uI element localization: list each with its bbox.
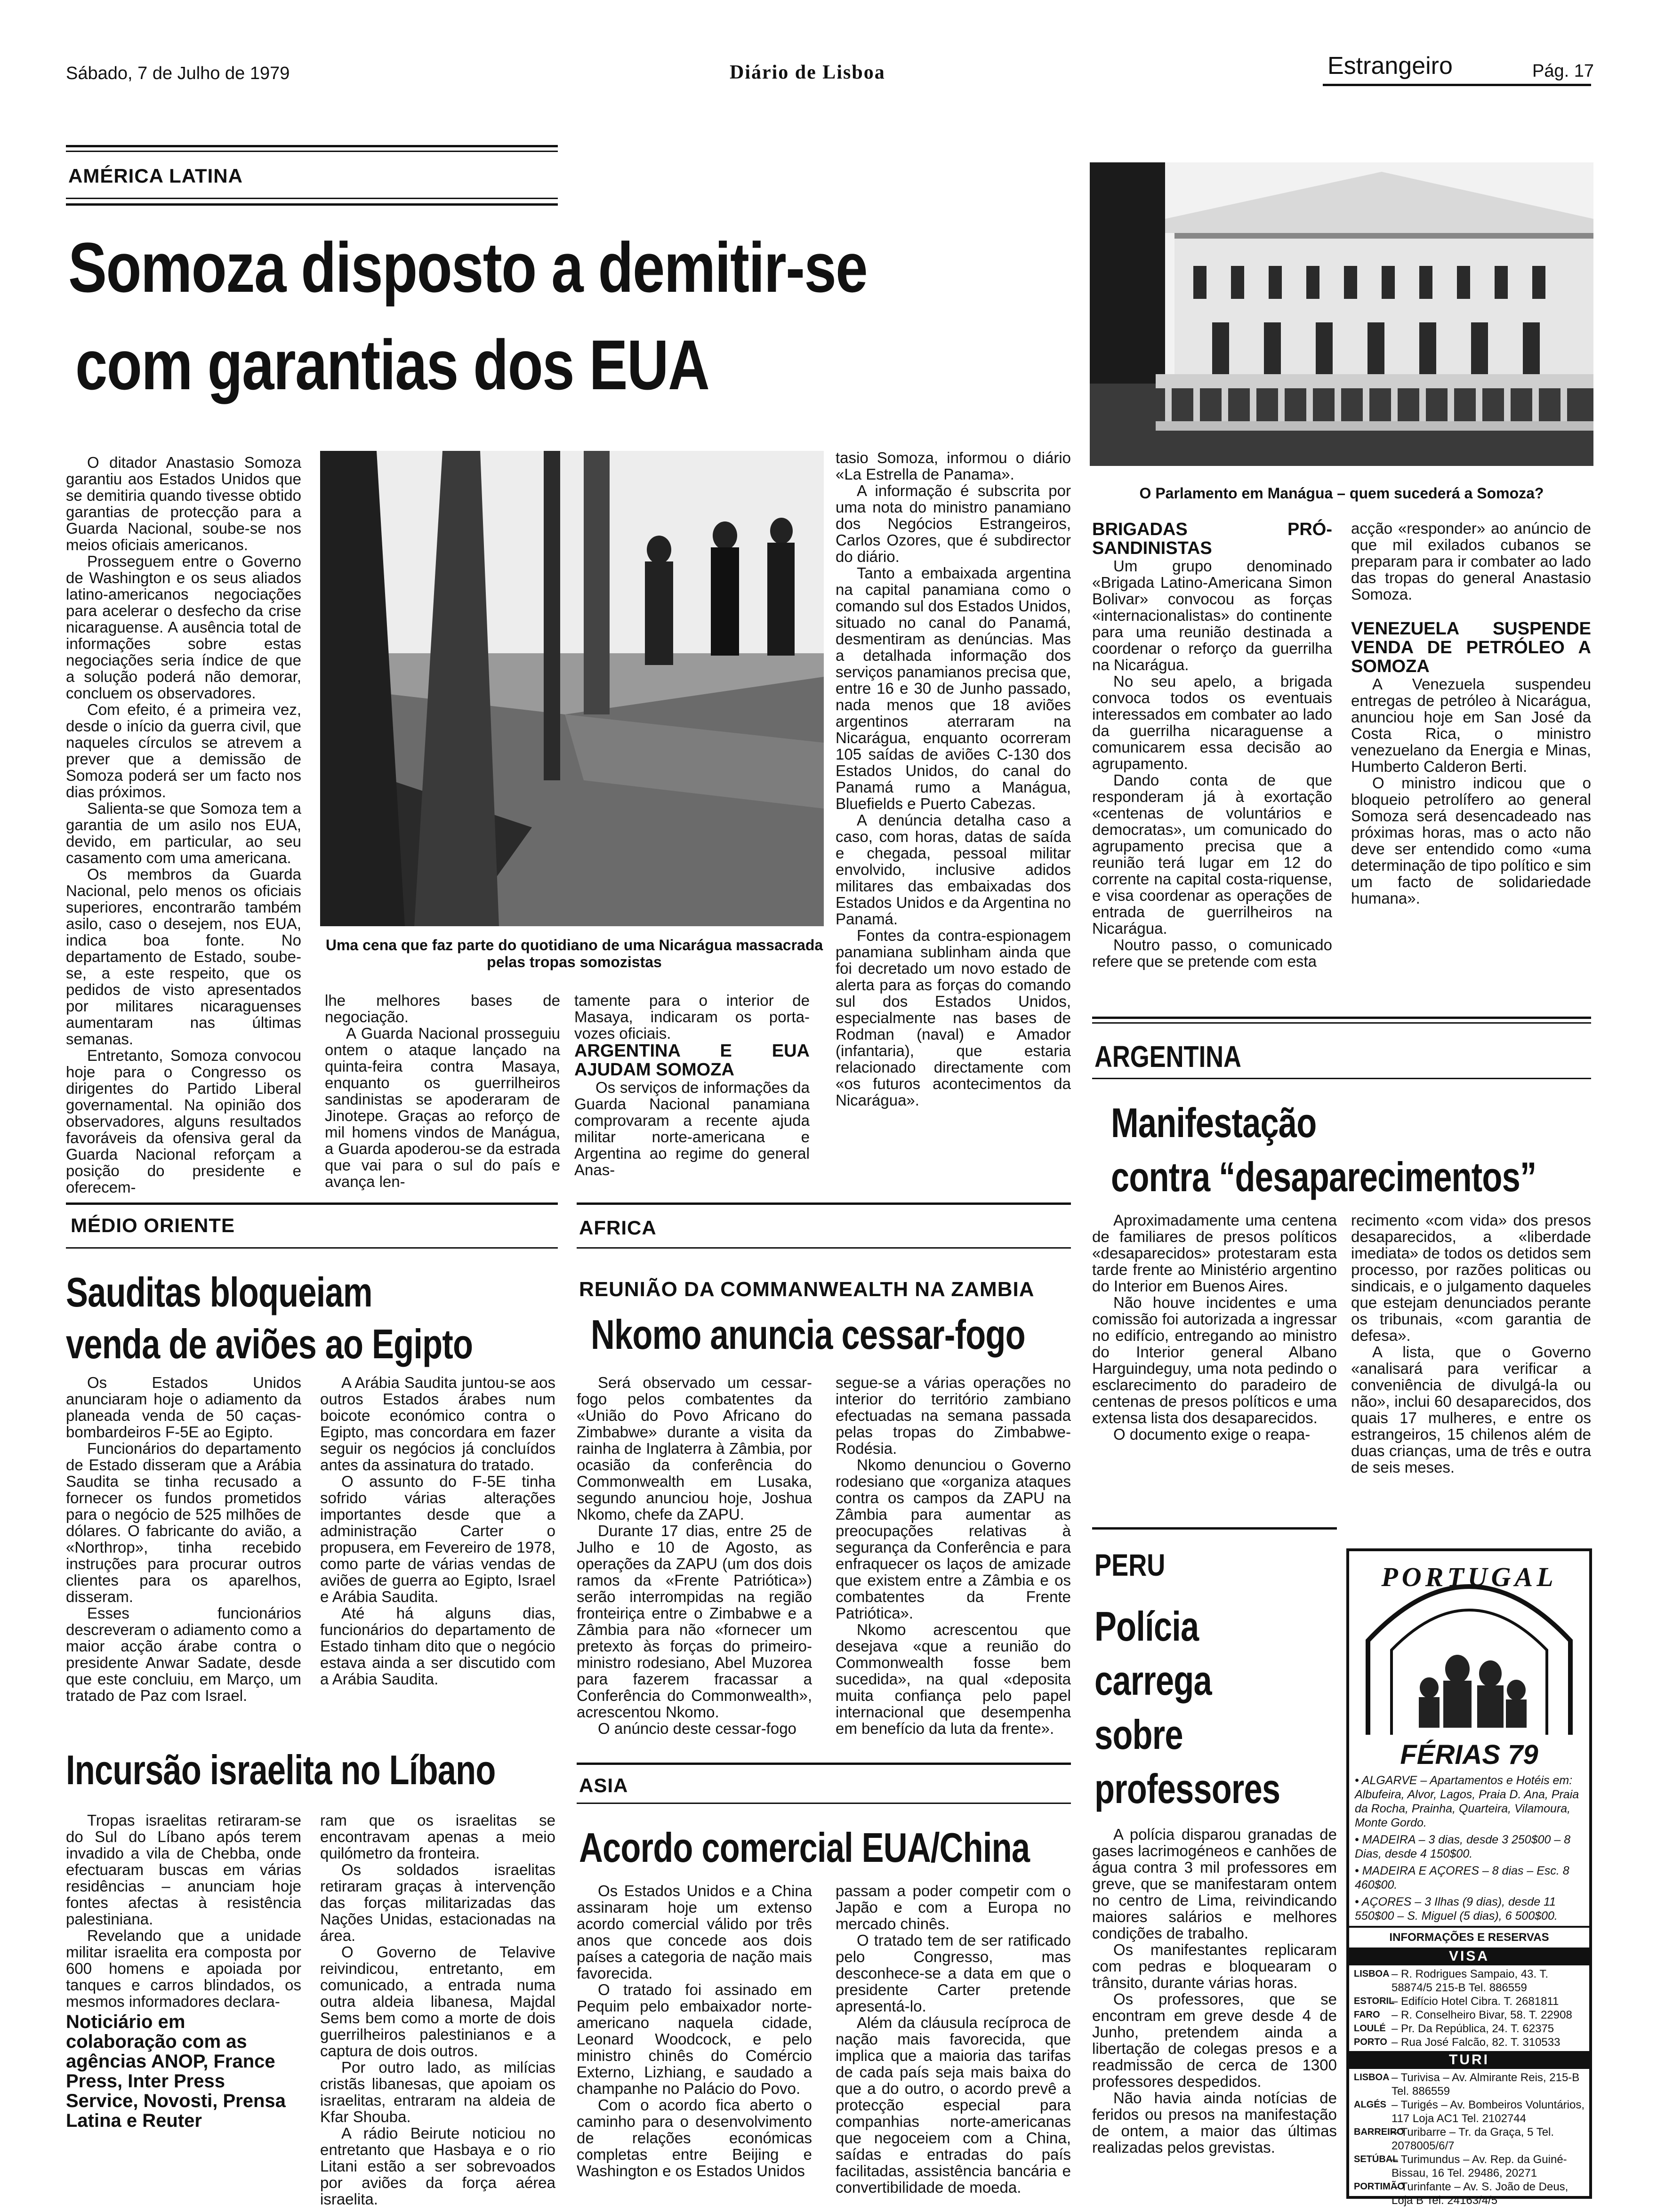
paragraph: Além da cláusula recíproca de nação mais favorecida, que implica que a maioria das tarifas de cada país seja mais baixa do que a do outro, o acordo prevê a protecção especial para companhias norte-americanas que negoceiem com a China, saídas e entradas do país facilitadas, assistência bancária e convertibilidade de moeda. [836,2014,1071,2196]
photo-nicaragua-image [320,451,824,926]
subhead-brigadas: BRIGADAS PRÓ-SANDINISTAS [1092,520,1332,558]
paragraph: A Arábia Saudita juntou-se aos outros Estados árabes num boicote económico contra o Egipto, mas concordara em fazer seguir os negócios já concluídos antes da assinatura do tratado. [320,1374,555,1474]
kicker-africa: AFRICA [579,1217,657,1239]
ad-turi-band: TURI [1349,2051,1589,2069]
paragraph: tamente para o interior de Masaya, indicaram os porta-vozes oficiais. [574,992,810,1042]
paragraph: recimento «com vida» dos presos desaparecidos, a «liberdade imediata» de todos os detidos sem processo, por razões politicas ou sindicais, e o julgamento daqueles que estejam denunciados perante os tribunais, «com garantia de defesa». [1351,1211,1591,1344]
article-argentina-col1 [1092,1212,1337,1494]
africa-rule-bottom [577,1247,1071,1249]
ad-logo-area [1349,1551,1589,1739]
ad-info-label: INFORMAÇÕES E RESERVAS [1349,1926,1589,1948]
paragraph: A polícia disparou granadas de gases lacrimogéneos e canhões de água contra 3 mil professores em greve, que se manifestaram ontem no centro de Lima, reivindicando maiores salários e melhores condições de trabalho. [1092,1826,1337,1942]
paragraph: segue-se a várias operações no interior do território zambiano efectuadas na semana passada pelas tropas do Zimbabwe-Rodésia. [836,1374,1071,1457]
ad-city: SETÚBAL [1354,2154,1399,2164]
kicker-peru: PERU [1094,1547,1166,1582]
article-somoza-col3 [574,992,810,1190]
kicker-rule-bottom [66,198,558,199]
ad-visa-row [1349,2022,1589,2036]
ad-item-madeira: • MADEIRA – 3 dias, desde 3 250$00 – 8 Dias, desde 4 150$00. [1355,1833,1571,1860]
ad-visa-row [1349,1995,1589,2008]
agencies-note: Noticiário em colaboração com as agências ANOP, France Press, Inter Press Service, Novosti, Prensa Latina e Reuter [66,2012,286,2131]
article-somoza-col1 [66,454,301,1196]
kicker-argentina: ARGENTINA [1094,1040,1241,1074]
subhead-argentina-eua: ARGENTINA E EUA AJUDAM SOMOZA [574,1041,810,1080]
medio-oriente-rule-bottom [66,1247,558,1249]
ad-city: LISBOA [1354,2072,1390,2083]
paragraph: Salienta-se que Somoza tem a garantia de um asilo nos EUA, devido, em particular, ao seu casamento com uma americana. [66,800,301,866]
ad-turi-row [1349,2098,1589,2125]
photo-parlamento-image [1090,162,1593,466]
paragraph: Nkomo acrescentou que desejava «que a reunião do Commonwealth fosse bem sucedida», na qual «deposita muita confiança pelo papel internacional que desempenha em benefício da luta da frente». [836,1621,1071,1737]
paragraph: lhe melhores bases de negociação. [325,992,560,1026]
argentina-rule-top2 [1092,1022,1591,1024]
paragraph: Os Estados Unidos anunciaram hoje o adiamento da planeada venda de 50 caças-bombardeiros F-5E ao Egipto. [66,1374,301,1441]
photo-caption-nicaragua: Uma cena que faz parte do quotidiano de uma Nicarágua massacrada pelas tropas somozistas [325,937,823,970]
ad-visa-band: VISA [1349,1948,1589,1965]
article-somoza-col2 [325,992,560,1190]
article-acordo-col1 [577,1883,812,2203]
paragraph: A lista, que o Governo «analisará para verificar a conveniência de divulgá-la ou não», inclui 60 desaparecidos, dos quais 17 mulheres, e entre os estrangeiros, 15 chilenos além de duas crianças, uma de três e outra de seis meses. [1351,1343,1591,1476]
ad-logo-text: PORTUGAL [1381,1562,1557,1592]
kicker-rule-top [66,145,558,147]
kicker-rule-top2 [66,151,558,152]
ad-address: – Edifício Hotel Cibra. T. 2681811 [1392,1995,1559,2008]
headline-sauditas-2: venda de aviões ao Egipto [66,1321,473,1367]
paragraph: A Guarda Nacional prosseguiu ontem o ataque lançado na quinta-feira contra Masaya, enquanto os guerrilheiros sandinistas se apoderaram de Jinotepe. Graças ao reforço de mil homens vindos de Manágua, a Guarda apoderou-se da estrada que vai para o sul do país e avança len- [325,1025,560,1190]
headline-peru-4: professores [1094,1765,1280,1812]
paragraph: Com efeito, é a primeira vez, desde o início da guerra civil, que naqueles círculos se atrevem a prever que a demissão de Somoza poderá ser um facto nos dias próximos. [66,701,301,801]
paragraph: O ditador Anastasio Somoza garantiu aos Estados Unidos que se demitiria quando tivesse obtido garantias de protecção para a Guarda Nacional, soube-se nos meios oficiais americanos. [66,454,301,553]
article-acordo-col2 [836,1883,1071,2203]
ad-address: – Turimundus – Av. Rep. da Guiné-Bissau, 16 Tel. 29486, 20271 [1392,2153,1567,2180]
asia-rule-bottom [577,1803,1071,1804]
paragraph: Com o acordo fica aberto o caminho para o desenvolvimento de relações económicas completas entre Beijing e Washington e os Estados Unidos [577,2096,812,2180]
asia-rule-top [577,1763,1071,1765]
page-date: Sábado, 7 de Julho de 1979 [66,64,290,83]
article-nkomo-col2 [836,1374,1071,1751]
headline-nkomo: Nkomo anuncia cessar-fogo [591,1311,1025,1358]
subhead-venezuela: VENEZUELA SUSPENDE VENDA DE PETRÓLEO A SOMOZA [1351,619,1591,676]
headline-manifestacao-2: contra “desaparecimentos” [1111,1154,1536,1200]
paragraph: O documento exige o reapa- [1113,1426,1311,1443]
article-israel-col1 [66,1811,301,2010]
paragraph: A rádio Beirute noticiou no entretanto que Hasbaya e o rio Litani estão a ser sobrevoados por aviões da força aérea israelita. [320,2124,555,2208]
paragraph: passam a poder competir com o Japão e com a Europa no mercado chinês. [836,1882,1071,1932]
ad-city: PORTO [1354,2037,1387,2047]
argentina-rule-top [1092,1017,1591,1019]
medio-oriente-rule-top [66,1202,558,1205]
paragraph: ram que os israelitas se encontravam apenas a meio quilómetro da fronteira. [320,1811,555,1862]
ad-portugal-ferias [1346,1548,1592,2207]
paragraph: tasio Somoza, informou o diário «La Estrella de Panama». [836,449,1071,483]
headline-somoza-1: Somoza disposto a demitir-se [68,228,867,307]
ad-city: ESTORIL [1354,1996,1395,2006]
ad-city: BARREIRO [1354,2127,1404,2137]
ad-turi-row [1349,2071,1589,2098]
paragraph: Entretanto, Somoza convocou hoje para o Congresso os dirigentes do Partido Liberal governamental. Na opinião dos observadores, alguns resultados favoráveis da ofensiva geral da Guarda Nacional reforçam a posição do presidente e oferecem- [66,1047,301,1196]
paragraph: A Venezuela suspendeu entregas de petróleo à Nicarágua, anunciou hoje em San José da Costa Rica, o ministro venezuelano da Energia e Minas, Humberto Calderon Berti. [1351,675,1591,775]
paragraph: Não houve incidentes e uma comissão foi autorizada a ingressar no edifício, entregando ao ministro do Interior general Albano Harguindeguy, uma nota pedindo o esclarecimento do paradeiro de centenas de presos políticos e uma extensa lista dos desaparecidos. [1092,1294,1337,1427]
ad-city: ALGÉS [1354,2100,1386,2110]
article-venezuela-col [1351,520,1591,991]
paragraph: A informação é subscrita por uma nota do ministro panamiano dos Negócios Estrangeiros, Carlos Ozores, que é subdirector do diário. [836,482,1071,565]
header-rule [1323,84,1591,86]
ad-visa-list [1349,1965,1589,2051]
ad-address: – Rua José Falcão, 82. T. 310533 [1392,2036,1560,2049]
photo-nicaragua-street [320,451,824,926]
article-israel-col2 [320,1811,555,2208]
paragraph: Os manifestantes replicaram com pedras e bloquearam o trânsito, durante várias horas. [1092,1941,1337,1991]
paragraph: Até há alguns dias, funcionários do departamento de Estado tinham dito que o negócio estava ainda a ser discutido com a Arábia Saudita. [320,1604,555,1688]
paragraph: Revelando que a unidade militar israelita era composta por 600 homens e apoiada por tanques e carros blindados, os mesmos informadores declara- [66,1927,301,2010]
ad-item-acores: • AÇORES – 3 Ilhas (9 dias), desde 11 550$00 – S. Miguel (5 dias), 6 500$00. [1355,1895,1558,1923]
ad-city: FARO [1354,2010,1380,2020]
paragraph: acção «responder» ao anúncio de que mil exilados cubanos se preparam para ir combater ao lado das tropas do general Anastasio Somoza. [1351,520,1591,603]
paragraph: Tanto a embaixada argentina na capital panamiana como o comando sul dos Estados Unidos, situado no canal do Panamá, desmentiram as denúncias. Mas a detalhada informação dos serviços panamianos precisa que, entre 16 e 30 de Junho passado, nada menos que 18 aviões argentinos aterraram na Nicarágua, enquanto ocorreram 105 saídas de aviões C-130 dos Estados Unidos, do canal do Panamá rumo a Manágua, Bluefields e Puerto Cabezas. [836,564,1071,812]
peru-rule-top [1092,1527,1337,1530]
paragraph: Esses funcionários descreveram o adiamento como a maior acção árabe contra o presidente Anwar Sadate, desde que este concluiu, em Março, um tratado de Paz com Israel. [66,1604,301,1704]
paragraph: Funcionários do departamento de Estado disseram que a Arábia Saudita se tinha recusado a fornecer os fundos prometidos para o negócio de 525 milhões de dólares. O fabricante do avião, a «Northrop», tinha recebido instruções para procurar outros clientes para os aparelhos, disseram. [66,1440,301,1605]
headline-manifestacao-1: Manifestação [1111,1099,1317,1146]
paragraph: Aproximadamente uma centena de familiares de presos políticos «desaparecidos» protestaram esta tarde frente ao Ministério argentino do Interior em Buenos Aires. [1092,1211,1337,1295]
ad-items [1349,1771,1589,1926]
paragraph: Um grupo denominado «Brigada Latino-Americana Simon Bolivar» convocou as forças «internacionalistas» do continente para uma reunião destinada a coordenar o reforço da guerrilha na Nicarágua. [1092,557,1332,673]
article-sauditas-col1 [66,1374,301,1723]
paragraph: O Governo de Telavive reivindicou, entretanto, em comunicado, a entrada numa outra aldeia libanesa, Majdal Sems bem como a morte de dois guerrilheiros palestinianos e a captura de dois outros. [320,1943,555,2060]
ad-title: FÉRIAS 79 [1400,1739,1538,1770]
paragraph: Noutro passo, o comunicado refere que se pretende com esta [1092,936,1332,970]
paragraph: Os Estados Unidos e a China assinaram hoje um extenso acordo comercial válido por três anos que concede aos dois países a categoria de nação mais favorecida. [577,1882,812,1982]
headline-peru-2: carrega [1094,1657,1212,1704]
ad-address: – R. Rodrigues Sampaio, 43. T. 58874/5 215-B Tel. 886559 [1392,1968,1549,1994]
ad-item-algarve: • ALGARVE – Apartamentos e Hotéis em: Albufeira, Alvor, Lagos, Praia D. Ana, Praia da Rocha, Prainha, Quarteira, Vilamoura, Monte Gordo. [1355,1774,1579,1829]
africa-rule-top [577,1202,1071,1205]
ad-item-madeira-acores: • MADEIRA E AÇORES – 8 dias – Esc. 8 460$00. [1355,1864,1569,1891]
section-name: Estrangeiro [1327,52,1453,80]
ad-visa-row [1349,2036,1589,2049]
paragraph: Nkomo denunciou o Governo rodesiano que «organiza ataques contra os campos da ZAPU na Zâmbia para aumentar as preocupações relativas à segurança da Conferência e para enfraquecer os laços de amizade que existem entre a Zâmbia e os combatentes da Frente Patriótica». [836,1456,1071,1622]
ad-address: – R. Conselheiro Bivar, 58. T. 22908 [1392,2009,1572,2021]
page-number: Pág. 17 [1532,61,1594,81]
ad-address: – Turigés – Av. Bombeiros Voluntários, 117 Loja AC1 Tel. 2102744 [1392,2099,1585,2125]
subkicker-commonwealth: REUNIÃO DA COMMANWEALTH NA ZAMBIA [579,1278,1035,1301]
paragraph: A denúncia detalha caso a caso, com horas, datas de saída e chegada, pessoal militar envolvido, inclusive adidos militares das embaixadas dos Estados Unidos e da Argentina no Panamá. [836,811,1071,928]
argentina-rule-bottom [1092,1078,1591,1079]
headline-sauditas-1: Sauditas bloqueiam [66,1269,372,1315]
masthead: Diário de Lisboa [730,62,885,83]
headline-peru-3: sobre [1094,1711,1183,1758]
paragraph: Os serviços de informações da Guarda Nacional panamiana comprovaram a recente ajuda militar norte-americana e Argentina ao regime do general Anas- [574,1079,810,1178]
ad-turi-row [1349,2153,1589,2180]
article-brigadas-col [1092,520,1332,991]
ad-visa-row [1349,2008,1589,2022]
kicker-rule-bottom2 [66,203,558,206]
ad-city: LOULÉ [1354,2023,1386,2034]
paragraph: Dando conta de que responderam já à exortação «centenas de voluntários e democratas», um comunicado do agrupamento precisa que a reunião terá lugar em 12 do corrente na capital costa-riquense, e visa coordenar as operações de entrada de guerrilheiros na Nicarágua. [1092,771,1332,937]
paragraph: Tropas israelitas retiraram-se do Sul do Líbano após terem invadido a vila de Chebba, onde efectuaram buscas em várias residências – anunciam hoje fontes afectas à resistência palestiniana. [66,1811,301,1928]
paragraph: Os membros da Guarda Nacional, pelo menos os oficiais superiores, encontrarão também asilo, caso o desejem, nos EUA, indica boa fonte. No departamento de Estado, soube-se, a este respeito, que os pedidos de visto apresentados por militares nicaraguenses aumentaram nas últimas semanas. [66,866,301,1048]
paragraph: Os soldados israelitas retiraram graças à intervenção das forças militarizadas das Nações Unidas, estacionadas na área. [320,1861,555,1944]
paragraph: O tratado tem de ser ratificado pelo Congresso, mas desconhece-se a data em que o presidente Carter pretende apresentá-lo. [836,1931,1071,2015]
paragraph: Os professores, que se encontram em greve desde 4 de Junho, pretendem ainda a libertação de colegas presos e a readmissão de cerca de 1300 professores despedidos. [1092,1990,1337,2090]
ad-turi-row [1349,2125,1589,2153]
paragraph: Durante 17 dias, entre 25 de Julho e 10 de Agosto, as operações da ZAPU (um dos dois ramos da «Frente Patriótica») serão interrompidas na região fronteiriça entre o Zimbabwe e a Zâmbia para não «fornecer um pretexto às forças do primeiro-ministro rodesiano, Abel Muzorea para fazerem fracassar a Conferência do Commonwealth», acrescentou Nkomo. [577,1522,812,1721]
paragraph: Será observado um cessar-fogo pelos combatentes da «União do Povo Africano do Zimbabwe» durante a visita da rainha de Inglaterra à Zâmbia, por ocasião da conferência do Commonwealth em Lusaka, segundo anunciou hoje, Joshua Nkomo, chefe da ZAPU. [577,1374,812,1523]
kicker-asia: ASIA [579,1774,628,1796]
paragraph: O anúncio deste cessar-fogo [598,1720,796,1737]
ad-turi-list [1349,2069,1589,2209]
ad-city: PORTIMÃO [1354,2181,1405,2192]
article-nkomo-col1 [577,1374,812,1751]
headline-acordo: Acordo comercial EUA/China [579,1824,1030,1871]
ad-address: – Turibarre – Tr. da Graça, 5 Tel. 2078005/6/7 [1392,2126,1554,2152]
kicker-medio-oriente: MÉDIO ORIENTE [71,1214,235,1236]
article-sauditas-col2 [320,1374,555,1723]
headline-israel: Incursão israelita no Líbano [66,1747,496,1793]
kicker-america-latina: AMÉRICA LATINA [68,165,243,187]
article-argentina-col2 [1351,1212,1591,1494]
photo-caption-parlamento: O Parlamento em Manágua – quem sucederá a Somoza? [1139,485,1544,502]
paragraph: O tratado foi assinado em Pequim pelo embaixador norte-americano naquela cidade, Leonard Woodcock, e pelo ministro chinês do Comércio Externo, Lizhiang, e saudado a champanhe no Palácio do Povo. [577,1981,812,2097]
ad-city: LISBOA [1354,1969,1390,1979]
ad-address: – Turinfante – Av. S. João de Deus, Loja B Tel. 24163/4/5 [1392,2180,1569,2207]
ad-address: – Turivisa – Av. Almirante Reis, 215-B Tel. 886559 [1392,2071,1580,2098]
article-peru-col [1092,1826,1337,2203]
paragraph: O ministro indicou que o bloqueio petrolífero ao general Somoza será desencadeado nas próximas horas, mas o acto não deve ser entendido como «uma determinação de tipo político e sim um facto de solidariedade humana». [1351,774,1591,907]
ad-turi-row [1349,2180,1589,2207]
paragraph: Não havia ainda notícias de feridos ou presos na manifestação de ontem, a maior das últimas realizadas pelos grevistas. [1092,2089,1337,2156]
ad-visa-row [1349,1967,1589,1995]
headline-peru-1: Polícia [1094,1603,1199,1650]
ad-address: – Pr. Da República, 24. T. 62375 [1392,2022,1554,2035]
paragraph: Por outro lado, as milícias cristãs libanesas, que apoiam os israelitas, entraram na aldeia de Kfar Shouba. [320,2059,555,2125]
paragraph: No seu apelo, a brigada convoca todos os eventuais interessados em combater ao lado da guerrilha nicaraguense a comunicarem essa decisão ao agrupamento. [1092,673,1332,772]
article-somoza-col4 [836,449,1071,1188]
paragraph: Prosseguem entre o Governo de Washington e os seus aliados latino-americanos negociações para acelerar o desfecho da crise nicaraguense. A ausência total de informações sobre estas negociações seria índice de que a solução poderá não demorar, concluem os observadores. [66,553,301,702]
paragraph: Fontes da contra-espionagem panamiana sublinham ainda que foi decretado um novo estado de alerta para as forças do comando sul dos Estados Unidos, especialmente nas bases de Rodman (naval) e Amador (infantaria), que estaria relacionado directamente com «os futuros acontecimentos da Nicarágua». [836,927,1071,1109]
photo-parlamento-managua [1090,162,1593,466]
paragraph: O assunto do F-5E tinha sofrido várias alterações importantes desde que a administração Carter o propusera, em Fevereiro de 1978, como parte de várias vendas de aviões de guerra ao Egipto, Israel e Arábia Saudita. [320,1473,555,1605]
headline-somoza-2: com garantias dos EUA [75,325,709,404]
